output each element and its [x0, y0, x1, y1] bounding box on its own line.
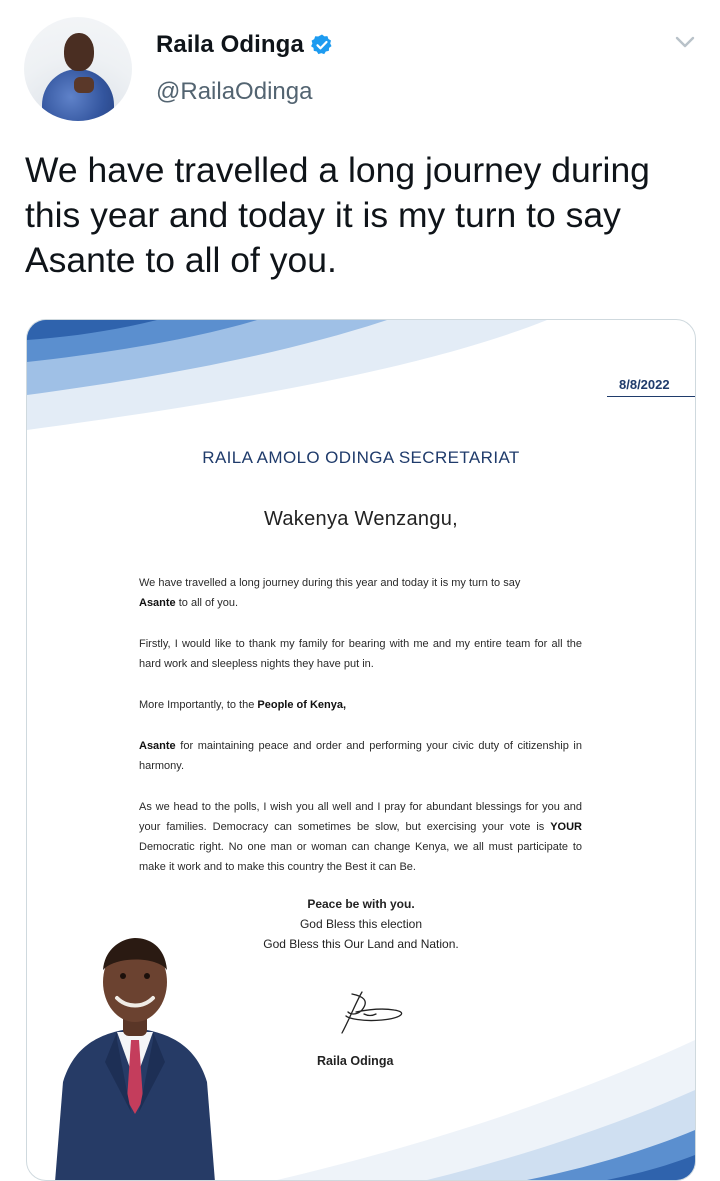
closing-line-3: God Bless this Our Land and Nation. — [263, 937, 459, 951]
paragraph-4-text: for maintaining peace and order and performing your civic duty of citizenship in harmony. — [139, 740, 582, 772]
letter-salutation: Wakenya Wenzangu, — [263, 508, 459, 530]
avatar-figure-head — [64, 33, 94, 71]
paragraph-5-text: As we head to the polls, I wish you all well and I pray for abundant blessings for you and your families. Democracy can sometimes be slow, but exercising your vote is — [139, 801, 582, 833]
paragraph-1-text: We have travelled a long journey during this year and today it is my turn to say — [139, 577, 521, 589]
signature-image — [322, 988, 422, 1038]
letter-body — [139, 573, 582, 898]
paragraph-5 — [139, 797, 582, 877]
chevron-down-icon[interactable] — [673, 32, 697, 52]
paragraph-5-tail: Democratic right. No one man or woman can change Kenya, we all must participate to make it work and to make this country the Best it can Be. — [139, 841, 582, 873]
closing-line-2: God Bless this election — [299, 917, 423, 931]
tweet-media-image[interactable] — [26, 319, 696, 1181]
avatar-figure-hand — [74, 77, 94, 93]
user-handle[interactable]: @RailaOdinga — [156, 78, 313, 105]
letter-document — [27, 320, 695, 1180]
raila-portrait-photo — [45, 932, 225, 1181]
letter-date: 8/8/2022 — [619, 377, 670, 392]
letter-heading: RAILA AMOLO ODINGA SECRETARIAT — [202, 448, 520, 467]
header-wave-decoration — [27, 320, 695, 440]
paragraph-2: Firstly, I would like to thank my family for bearing with me and my entire team for all the hard work and sleepless nights they have put in. — [139, 638, 582, 670]
profile-avatar[interactable] — [24, 17, 132, 121]
verified-badge-icon — [310, 33, 334, 57]
paragraph-4 — [139, 736, 582, 776]
paragraph-3 — [139, 695, 582, 715]
paragraph-1-bold: Asante — [139, 597, 176, 609]
paragraph-1-tail: to all of you. — [175, 597, 239, 609]
paragraph-3-text: More Importantly, to the — [139, 699, 258, 711]
tweet-text: We have travelled a long journey during this year and today it is my turn to say Asante to all of you. — [25, 150, 650, 280]
date-underline — [607, 396, 695, 397]
paragraph-3-bold: People of Kenya, — [257, 699, 347, 711]
closing-line-1: Peace be with you. — [307, 897, 415, 911]
paragraph-1 — [139, 573, 582, 613]
author-name-row — [156, 31, 334, 59]
paragraph-5-bold: YOUR — [550, 821, 582, 833]
signer-name: Raila Odinga — [317, 1054, 394, 1068]
paragraph-4-bold: Asante — [139, 740, 176, 752]
display-name[interactable]: Raila Odinga — [156, 31, 304, 58]
